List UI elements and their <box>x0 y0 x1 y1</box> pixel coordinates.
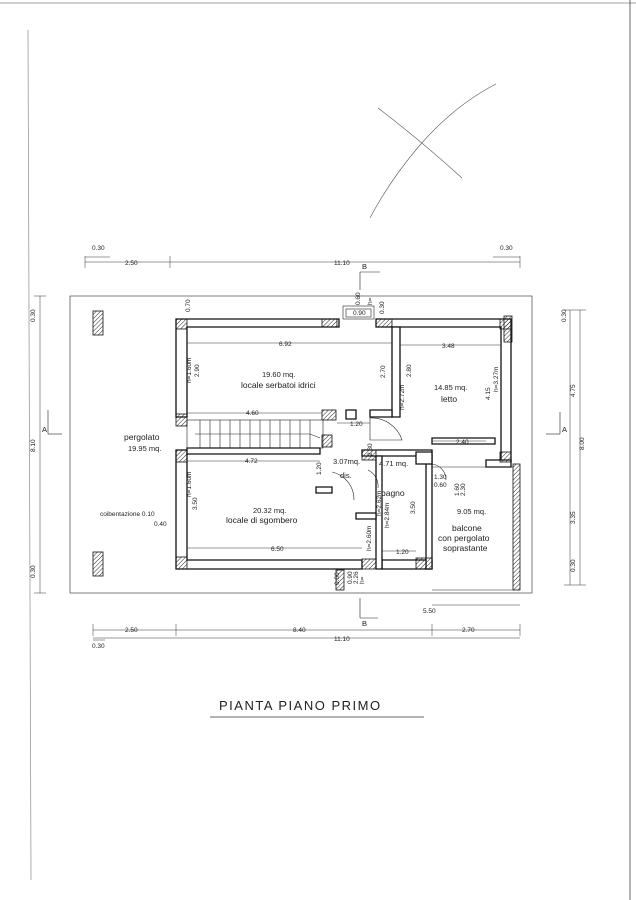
dim-bot-090: 0.90 <box>347 571 354 584</box>
pillar <box>176 414 187 426</box>
dis-area: 3.07mq. <box>333 457 361 466</box>
pencil-cross-mark <box>370 84 496 218</box>
dim-right-475: 4.75 <box>570 384 577 397</box>
dim-serb-692: 6.92 <box>279 341 292 348</box>
balcone-line1: balcone <box>452 523 482 533</box>
dim-left-810: 8.10 <box>30 439 37 452</box>
balcone-line2: con pergolato <box>438 533 490 543</box>
section-a-right-label: A <box>562 425 568 434</box>
dim-dis-230: 2.30 <box>367 443 374 456</box>
pillar <box>322 319 337 327</box>
dim-dis-120: 1.20 <box>350 421 363 428</box>
dim-top-1110: 11.10 <box>334 260 350 267</box>
top-dimension-chain <box>85 256 520 268</box>
sgombero-area: 20.32 mq. <box>253 506 287 515</box>
drawing-title: PIANTA PIANO PRIMO <box>219 698 382 713</box>
dim-serb-270: 2.70 <box>380 365 387 378</box>
serbatoi-area: 19.60 mq. <box>262 370 296 379</box>
dim-right-800: 8.00 <box>579 437 586 450</box>
pillar <box>176 557 187 569</box>
dim-top-070: 0.70 <box>185 299 192 312</box>
dim-top-250: 2.50 <box>125 260 138 267</box>
dim-top-030-right: 0.30 <box>500 245 513 252</box>
pillar <box>93 552 103 576</box>
note-h-serbatoi: h=1.60m <box>186 357 193 383</box>
note-h-bottom: h= <box>359 576 366 584</box>
bagno-name: bagno <box>381 488 405 498</box>
section-b-top-label: B <box>362 262 368 271</box>
dim-right-335: 3.35 <box>570 511 577 524</box>
sheet-edge-left <box>28 30 31 880</box>
dim-bot-270: 2.70 <box>462 627 475 634</box>
dim-top-060: 0.60 <box>355 292 362 305</box>
note-h-bagno2: h=2.84m <box>384 502 391 528</box>
note-h-sgombero: h=1.60m <box>186 471 193 497</box>
dim-letto-348: 3.48 <box>442 343 455 350</box>
pillar <box>322 435 332 447</box>
pillar <box>176 319 187 329</box>
dim-right-030b: 0.30 <box>570 559 577 572</box>
letto-name: letto <box>441 394 458 404</box>
dim-dis-120b: 1.20 <box>316 462 323 475</box>
pillar <box>322 410 336 420</box>
section-a-left-label: A <box>42 425 48 434</box>
dim-left-030-top: 0.30 <box>30 309 37 322</box>
pillar <box>176 450 187 462</box>
pergolato-name: pergolato <box>124 432 160 442</box>
pillar <box>513 464 520 590</box>
dim-letto-415: 4.15 <box>485 387 492 400</box>
balcone-area: 9.05 mq. <box>457 507 487 516</box>
dim-sgo-472: 4.72 <box>245 458 258 465</box>
dis-name: dis. <box>340 471 352 480</box>
section-marker-bottom <box>360 598 520 618</box>
note-h-bagno1: h=2.60m <box>366 525 373 551</box>
dim-balc-060: 0.60 <box>434 482 447 489</box>
dim-bagno-120: 1.20 <box>396 549 409 556</box>
door-swing <box>370 418 402 440</box>
section-b-bottom-label: B <box>362 619 368 628</box>
dim-serb-290: 2.90 <box>194 364 201 377</box>
dim-sgo-650: 6.50 <box>271 546 284 553</box>
dim-bot-550: 5.50 <box>423 608 436 615</box>
pillar <box>500 452 511 462</box>
dim-left-040: 0.40 <box>154 521 167 528</box>
pillar <box>362 559 376 569</box>
dim-bot-226: 2.26 <box>353 571 360 584</box>
pergolato-area: 19.95 mq. <box>128 444 162 453</box>
dim-balc-240: 2.40 <box>456 439 469 446</box>
note-coibentazione: coibentazione 0.10 <box>100 511 155 518</box>
sgombero-name: locale di sgombero <box>226 515 298 525</box>
dim-balc-130: 1.30 <box>434 474 447 481</box>
dim-left-030-bot: 0.30 <box>30 565 37 578</box>
note-h-letto: h=2.72m <box>399 384 406 410</box>
balcone-line3: soprastante <box>443 543 488 553</box>
dim-bagno-350: 3.50 <box>410 501 417 514</box>
note-h-top: h= <box>367 297 374 305</box>
dim-balc-160: 1.60 <box>454 483 461 496</box>
serbatoi-name: locale serbatoi idrici <box>241 380 316 390</box>
pillar <box>93 311 103 335</box>
dim-bot-840: 8.40 <box>293 627 306 634</box>
dim-stair-460: 4.60 <box>246 410 259 417</box>
note-h-letto2: h=3.27m <box>493 366 500 392</box>
section-marker-top <box>360 272 380 290</box>
bagno-area: 4.71 mq. <box>379 459 409 468</box>
dim-right-030: 0.30 <box>561 309 568 322</box>
pillar <box>504 316 512 342</box>
dim-top-090-label: 0.90 <box>353 310 366 317</box>
dim-top-030b: 0.30 <box>379 301 386 314</box>
dim-bot-250: 2.50 <box>125 627 138 634</box>
pillar <box>416 558 432 569</box>
letto-area: 14.85 mq. <box>434 383 468 392</box>
dim-letto-280: 2.80 <box>406 364 413 377</box>
pillar <box>376 319 392 327</box>
dim-sgo-350: 3.50 <box>192 497 199 510</box>
bottom-dimension-chain <box>93 624 520 640</box>
staircase <box>187 420 323 448</box>
left-dimension-chain <box>34 296 62 593</box>
dim-bot-030: 0.30 <box>92 643 105 650</box>
dim-top-030-left: 0.30 <box>92 245 105 252</box>
dim-bot-060: 0.60 <box>334 572 341 585</box>
note-h-bagno3: h=2.62m <box>376 490 383 516</box>
dim-bot-1110: 11.10 <box>334 636 350 643</box>
dim-balc-230: 2.30 <box>460 483 467 496</box>
